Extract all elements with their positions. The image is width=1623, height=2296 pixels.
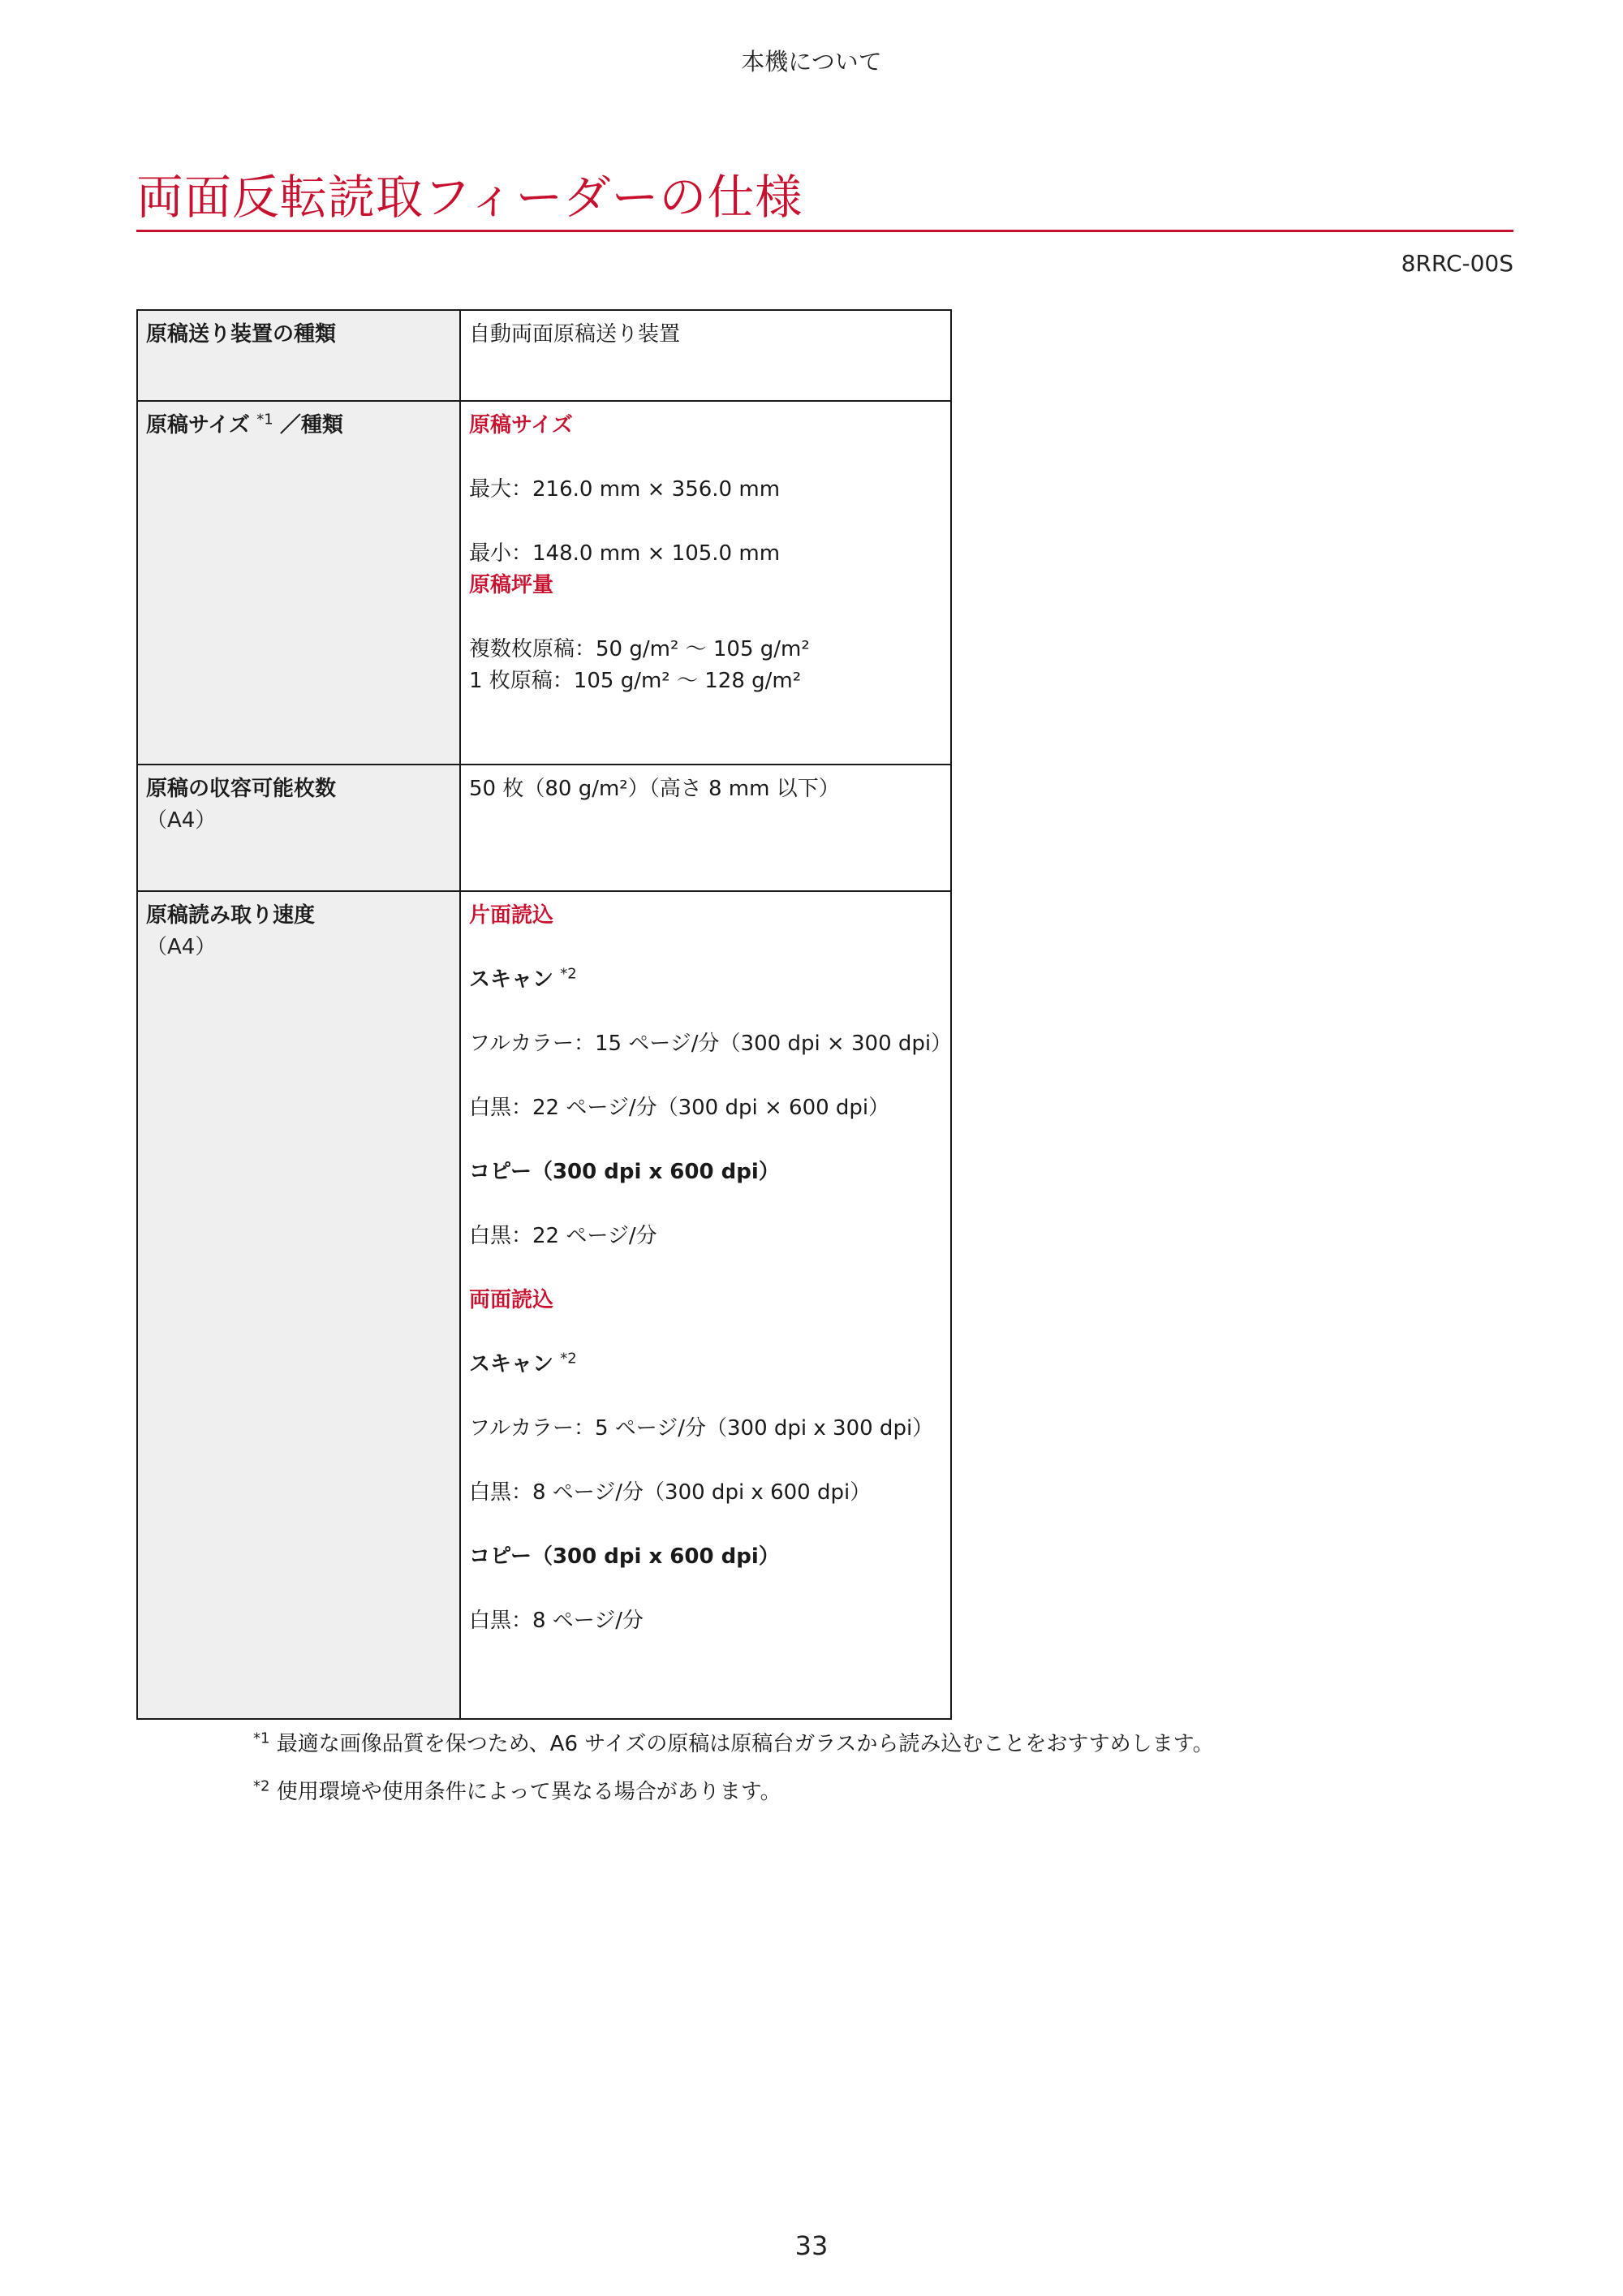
row-label-cell xyxy=(137,765,460,891)
row-label-cell xyxy=(137,310,460,401)
row-value-cell xyxy=(460,891,951,1719)
row-value-cell xyxy=(460,765,951,891)
value-line: 白黒：8 ページ/分（300 dpi x 600 dpi） xyxy=(469,1480,872,1505)
row-label: 原稿の収容可能枚数 xyxy=(146,777,337,801)
row-label: 原稿読み取り速度 xyxy=(146,903,316,928)
row-sublabel: （A4） xyxy=(146,808,217,833)
copy-label: コピー（300 dpi x 600 dpi） xyxy=(469,1160,780,1184)
footnote-ref: *2 xyxy=(560,965,577,983)
table-row xyxy=(137,765,951,891)
document-code: 8RRC-00S xyxy=(1401,250,1513,277)
subheading: 原稿坪量 xyxy=(469,573,554,597)
title-rule xyxy=(136,230,1513,232)
footnote-text: 使用環境や使用条件によって異なる場合があります。 xyxy=(269,1780,781,1804)
row-label-cell xyxy=(137,401,460,765)
copy-label: コピー（300 dpi x 600 dpi） xyxy=(469,1544,780,1569)
value-line: 白黒：22 ページ/分（300 dpi × 600 dpi） xyxy=(469,1096,890,1120)
value-line: 最小：148.0 mm × 105.0 mm xyxy=(469,541,781,566)
row-label-suffix: ／種類 xyxy=(279,413,343,437)
footnote-ref: *1 xyxy=(256,411,273,429)
footnote xyxy=(253,1775,1214,1805)
running-header: 本機について xyxy=(741,48,882,75)
scan-label: スキャン xyxy=(469,1352,554,1376)
footnote-mark: *2 xyxy=(253,1777,270,1795)
value-line: 1 枚原稿：105 g/m² ～ 128 g/m² xyxy=(469,669,802,693)
scan-label: スキャン xyxy=(469,967,554,992)
row-label: 原稿サイズ xyxy=(146,413,250,437)
row-value: 自動両面原稿送り装置 xyxy=(469,322,681,347)
value-line: 複数枚原稿：50 g/m² ～ 105 g/m² xyxy=(469,637,810,661)
footnotes xyxy=(253,1727,1214,1823)
subheading: 原稿サイズ xyxy=(469,413,573,437)
value-line: 白黒：8 ページ/分 xyxy=(469,1609,644,1633)
table-row xyxy=(137,401,951,765)
value-line: フルカラー：5 ページ/分（300 dpi x 300 dpi） xyxy=(469,1416,934,1441)
row-value-cell xyxy=(460,310,951,401)
row-sublabel: （A4） xyxy=(146,935,217,959)
subheading: 片面読込 xyxy=(469,903,554,928)
table-row xyxy=(137,891,951,1719)
value-line: 白黒：22 ページ/分 xyxy=(469,1224,657,1248)
value-line xyxy=(469,964,942,996)
row-value-cell xyxy=(460,401,951,765)
table-row xyxy=(137,310,951,401)
page-number: 33 xyxy=(794,2230,829,2261)
footnote-mark: *1 xyxy=(253,1730,270,1747)
footnote-text: 最適な画像品質を保つため、A6 サイズの原稿は原稿台ガラスから読み込むことをおすすめします。 xyxy=(269,1732,1214,1756)
page-title: 両面反転読取フィーダーの仕様 xyxy=(136,170,803,225)
footnote xyxy=(253,1727,1214,1757)
row-label-cell xyxy=(137,891,460,1719)
value-line xyxy=(469,1349,942,1381)
value-line: 最大：216.0 mm × 356.0 mm xyxy=(469,477,781,502)
row-label: 原稿送り装置の種類 xyxy=(146,322,337,347)
row-value: 50 枚（80 g/m²）（高さ 8 mm 以下） xyxy=(469,777,840,801)
footnote-ref: *2 xyxy=(560,1350,577,1368)
spec-table xyxy=(136,309,952,1720)
value-line: フルカラー：15 ページ/分（300 dpi × 300 dpi） xyxy=(469,1032,953,1056)
subheading: 両面読込 xyxy=(469,1288,554,1312)
